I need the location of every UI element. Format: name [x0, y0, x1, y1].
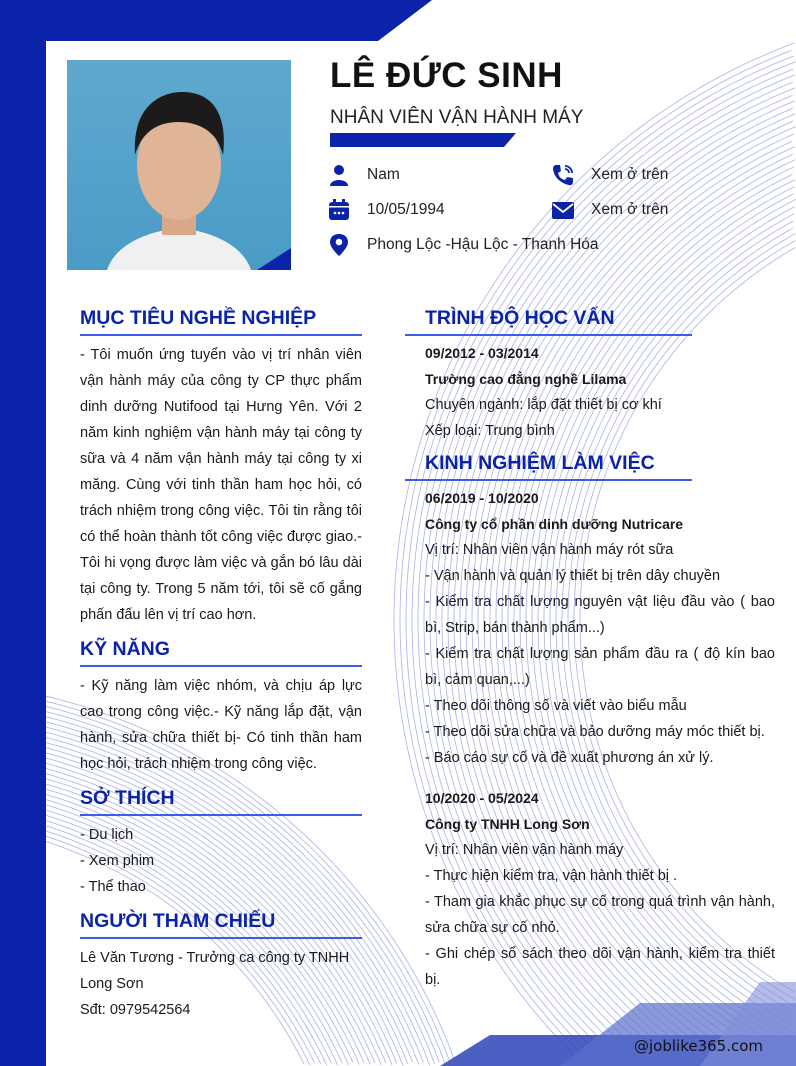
hobby-item: - Thể thao [80, 879, 146, 895]
location-pin-icon [328, 234, 350, 256]
email-icon [552, 199, 574, 221]
job-line: Vị trí: Nhân viên vận hành máy [425, 842, 624, 858]
objective-text: - Tôi muốn ứng tuyển vào vị trí nhân viên vận hành máy của công ty CP thực phẩm dinh dưỡng Nutifood tại Hưng Yên. Với 2 năm kinh nghiệm vận hành máy tại công ty sữa và 4 năm vận hành máy tại công ty xi măng. Cùng với tinh thần ham học hỏi, có trách nhiệm trong công việc. Tôi tin rằng tôi có thể hoàn thành tốt công việc được giao.- Tôi hi vọng được làm việc và gắn bó lâu dài tại công ty. Trong 5 năm tới, tôi sẽ cố gắng phấn đấu lên vị trí cao hơn. [80, 347, 362, 623]
job-entry [425, 485, 775, 771]
job-line: Vị trí: Nhân viên vận hành máy rót sữa [425, 542, 674, 558]
title-accent-bar [330, 133, 516, 147]
experience-list [405, 485, 775, 993]
job-line: - Thực hiện kiểm tra, vận hành thiết bị . [425, 868, 678, 884]
address-info: Phong Lộc -Hậu Lộc - Thanh Hóa [328, 234, 599, 256]
references-heading: NGƯỜI THAM CHIẾU [80, 908, 362, 939]
reference-name: Lê Văn Tương - Trưởng ca công ty TNHH Long Sơn [80, 950, 350, 992]
watermark: @joblike365.com [634, 1037, 764, 1055]
left-column [80, 305, 362, 1023]
job-line: - Báo cáo sự cố và đề xuất phương án xử lý. [425, 750, 714, 766]
candidate-name: LÊ ĐỨC SINH [330, 56, 563, 95]
education-school: Trường cao đẳng nghề Lilama [425, 371, 627, 387]
education-heading: TRÌNH ĐỘ HỌC VẤN [405, 305, 692, 336]
job-line: - Tham gia khắc phục sự cố trong quá trình vận hành, sửa chữa sự cố nhỏ. [425, 894, 775, 936]
right-column [405, 305, 775, 993]
job-entry [425, 785, 775, 993]
phone-icon [552, 164, 574, 186]
job-company: Công ty TNHH Long Sơn [425, 816, 590, 832]
job-line: - Vận hành và quản lý thiết bị trên dây chuyền [425, 568, 721, 584]
education-line: Chuyên ngành: lắp đặt thiết bị cơ khí [425, 397, 662, 413]
hobby-item: - Du lịch [80, 827, 134, 843]
hobby-item: - Xem phim [80, 853, 155, 869]
job-company: Công ty cổ phần dinh dưỡng Nutricare [425, 516, 684, 532]
phone-info: Xem ở trên [552, 164, 668, 186]
job-line: - Kiểm tra chất lượng nguyên vật liệu đầu vào ( bao bì, Strip, bán thành phẩm...) [425, 594, 775, 636]
objective-heading: MỤC TIÊU NGHỀ NGHIỆP [80, 305, 362, 336]
skills-heading: KỸ NĂNG [80, 636, 362, 667]
job-line: - Theo dõi sửa chữa và bảo dưỡng máy móc thiết bị. [425, 724, 765, 740]
education-line: Xếp loại: Trung bình [425, 423, 555, 439]
hobbies-heading: SỞ THÍCH [80, 785, 362, 816]
calendar-icon [328, 199, 350, 221]
experience-heading: KINH NGHIỆM LÀM VIỆC [405, 450, 692, 481]
gender-info: Nam [328, 164, 400, 186]
birthdate-info: 10/05/1994 [328, 199, 445, 221]
job-line: - Kiểm tra chất lượng sản phẩm đầu ra ( độ kín bao bì, cảm quan,...) [425, 646, 775, 688]
reference-phone: Sđt: 0979542564 [80, 1002, 191, 1018]
education-period: 09/2012 - 03/2014 [425, 345, 539, 361]
job-period: 06/2019 - 10/2020 [425, 490, 539, 506]
job-line: - Ghi chép sổ sách theo dõi vận hành, kiểm tra thiết bị. [425, 946, 775, 988]
job-title: NHÂN VIÊN VẬN HÀNH MÁY [330, 107, 584, 128]
job-period: 10/2020 - 05/2024 [425, 790, 539, 806]
skills-text: - Kỹ năng làm việc nhóm, và chịu áp lực cao trong công việc.- Kỹ năng lắp đặt, vận hành, sửa chữa thiết bị- Có tinh thần ham học hỏi, trách nhiệm trong công việc. [80, 678, 362, 772]
person-icon [328, 164, 350, 186]
job-line: - Theo dõi thông số và viết vào biểu mẫu [425, 698, 687, 714]
profile-photo [67, 60, 291, 270]
email-info: Xem ở trên [552, 199, 668, 221]
